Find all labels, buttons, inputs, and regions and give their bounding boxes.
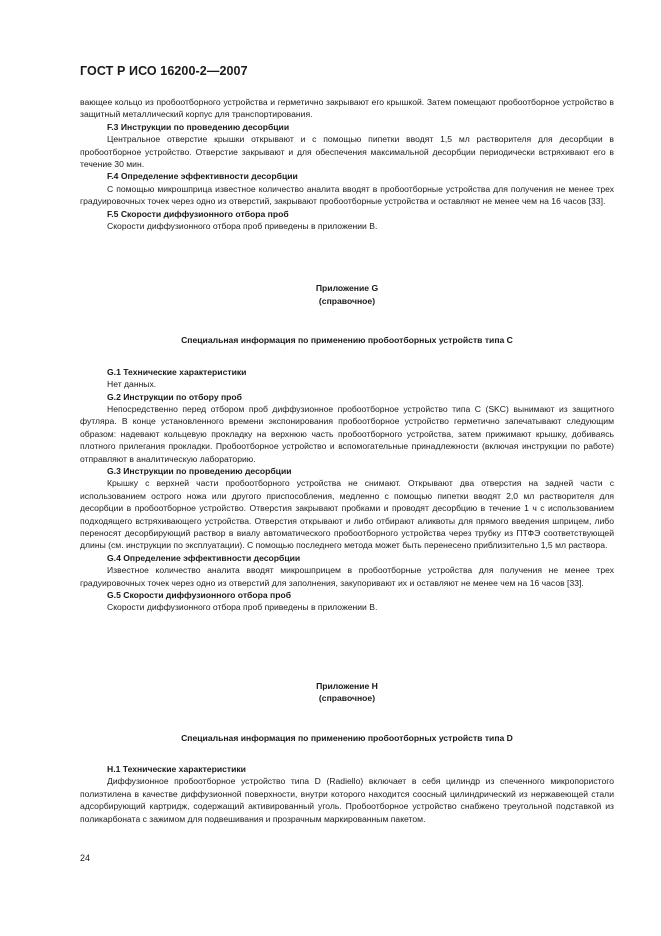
section-f3-heading: F.3 Инструкции по проведению десорбции <box>107 121 290 132</box>
section-h1-text: Диффузионное пробоотборное устройство типа D (Radiello) включает в себя цилиндр из спеченного микропористого полиэтилена в качестве диффузионной поверхности, внутри которого находится соосный цилиндрический из нержавеющей стали адсорбирующий картридж, содержащий активированный уголь. Пробоотборное устройство снабжено треугольной подставкой из поликарбоната с зажимом для подвешивания и прозрачным маркированным пакетом. <box>80 776 614 824</box>
page-number: 24 <box>80 853 91 863</box>
intro-paragraph: вающее кольцо из пробоотборного устройства и герметично закрывают его крышкой. Затем помещают пробоотборное устройство в защитный металлический корпус для транспортирования. <box>80 97 614 120</box>
appendix-h-title: Специальная информация по применению пробоотборных устройств типа D <box>181 732 513 743</box>
section-g4-heading: G.4 Определение эффективности десорбции <box>107 552 301 563</box>
section-f5-text: Скорости диффузионного отбора проб приведены в приложении В. <box>107 221 378 232</box>
section-g3-text: Крышку с верхней части пробоотборного устройства не снимают. Открывают два отверстия на задней части с использованием острого ножа или другого приспособления, медленно с помощью пипетки вводят 2,0 мл растворителя для десорбции в пробоотборное устройство. Отверстия закрывают пробками и проводят десорбцию в течение 1 ч с использованием подходящего встряхивающего устройства. Отверстия открывают и либо отбирают аликвоты для прямого введения шприцем, либо переносят десорбирующий раствор в виалу автоматического пробоотборного устройства через трубку из ПТФЭ соответствующей длины (см. инструкции по эксплуатации). С помощью последнего метода может быть перенесено приблизительно 1,5 мл раствора. <box>80 478 614 551</box>
section-f4-heading: F.4 Определение эффективности десорбции <box>107 171 298 182</box>
appendix-g-kind: (справочное) <box>318 295 376 306</box>
appendix-h <box>80 680 614 825</box>
appendix-g-title: Специальная информация по применению пробоотборных устройств типа С <box>181 335 513 346</box>
section-g2-heading: G.2 Инструкции по отбору проб <box>107 391 242 402</box>
section-g2-text: Непосредственно перед отбором проб диффузионное пробоотборное устройство типа С (SKC) вынимают из защитного футляра. В конце установленного времени экспонирования пробоотборное устройство герметично запечатывают следующим образом: надевают кольцевую прокладку на верхнюю часть пробоотборного устройства, затем прижимают крышку, добиваясь плотного прилегания прокладки. Пробоотборное устройство и вспомогательные принадлежности (включая инструкции по работе) отправляют в аналитическую лабораторию. <box>80 403 614 464</box>
section-g4-text: Известное количество аналита вводят микрошприцем в пробоотборные устройства для получения не менее трех градуировочных точек через одно из отверстий для заполнения, закупоривают их и оставляют не менее чем на 16 часов [33]. <box>80 565 614 588</box>
section-f3-text: Центральное отверстие крышки открывают и с помощью пипетки вводят 1,5 мл растворителя для десорбции в пробоотборное устройство. Отверстие закрывают и для обеспечения максимальной десорбции периодически встряхивают его в течение 30 мин. <box>80 134 614 170</box>
section-g3-heading: G.3 Инструкции по проведению десорбции <box>107 465 292 476</box>
appendix-g <box>80 282 614 613</box>
section-f5-heading: F.5 Скорости диффузионного отбора проб <box>107 208 289 219</box>
appendix-h-label: Приложение Н <box>316 680 378 691</box>
section-g5-heading: G.5 Скорости диффузионного отбора проб <box>107 590 292 600</box>
section-f4-text: С помощью микрошприца известное количество аналита вводят в пробоотборные устройства для получения не менее трех градуировочных точек через одно из отверстий, закрывают пробоотборные устройства и оставляют не менее чем на 16 часов [33]. <box>80 183 614 207</box>
appendix-g-label: Приложение G <box>315 283 379 294</box>
document-header: ГОСТ Р ИСО 16200-2—2007 <box>80 64 248 78</box>
appendix-h-kind: (справочное) <box>318 693 376 704</box>
section-g1-heading: G.1 Технические характеристики <box>107 366 247 377</box>
document-body <box>80 96 614 825</box>
section-g1-text: Нет данных. <box>107 379 157 390</box>
section-g5-text: Скорости диффузионного отбора проб приведены в приложении В. <box>107 602 378 613</box>
section-h1-heading: Н.1 Технические характеристики <box>107 764 246 775</box>
